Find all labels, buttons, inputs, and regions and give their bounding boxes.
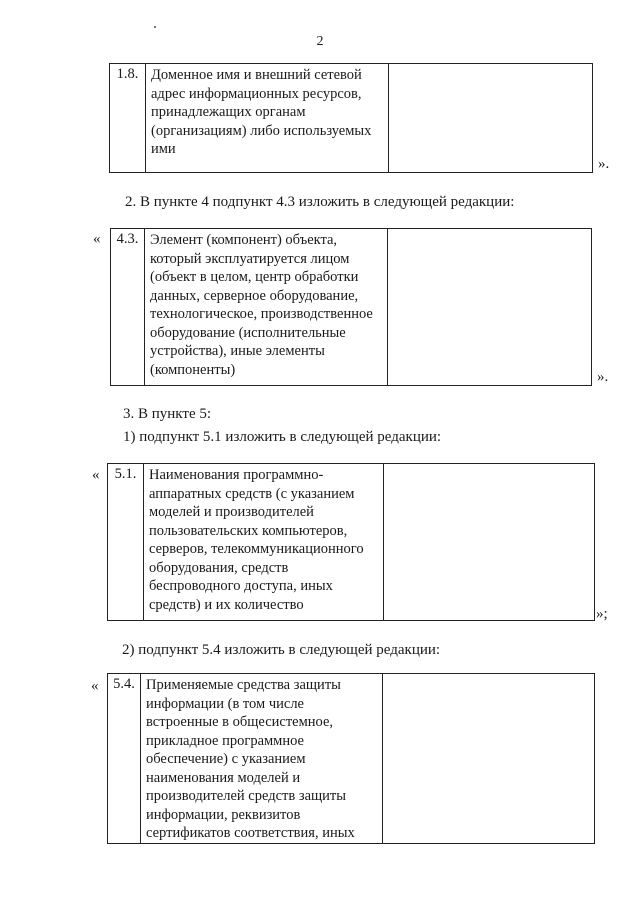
close-quote: ». [598, 156, 610, 172]
row-description: Наименования программно- аппаратных средств (с указанием моделей и производителей пользовательских компьютеров, серверов, телекоммуникационного оборудования, средств беспроводного доступа, иных средств) и их количество [144, 464, 384, 621]
table-row-5-1 [107, 463, 595, 621]
row-number: 5.4. [108, 674, 141, 844]
page-number: 2 [316, 34, 324, 49]
close-quote: »; [596, 606, 608, 622]
row-number: 1.8. [110, 64, 146, 173]
row-value-empty [389, 64, 593, 173]
row-description: Применяемые средства защиты информации (в том числе встроенные в общесистемное, прикладное программное обеспечение) с указанием наименования моделей и производителей средств защиты информации, реквизитов сертификатов соответствия, иных [141, 674, 383, 844]
sub-instruction-paragraph: 1) подпункт 5.1 изложить в следующей редакции: [123, 429, 442, 445]
scan-speck [154, 26, 156, 28]
row-value-empty [383, 674, 595, 844]
table-row-4-3 [110, 228, 592, 386]
instruction-paragraph: 2. В пункте 4 подпункт 4.3 изложить в следующей редакции: [125, 194, 515, 210]
row-number: 4.3. [111, 229, 145, 386]
row-description: Доменное имя и внешний сетевой адрес информационных ресурсов, принадлежащих органам (организациям) либо используемых ими [146, 64, 389, 173]
open-quote: « [93, 231, 101, 247]
instruction-paragraph: 2) подпункт 5.4 изложить в следующей редакции: [122, 642, 441, 658]
row-description: Элемент (компонент) объекта, который эксплуатируется лицом (объект в целом, центр обработки данных, серверное оборудование, технологическое, производственное оборудование (исполнительные устройства), иные элементы (компоненты) [145, 229, 388, 386]
table-row-1-8 [109, 63, 593, 173]
row-number: 5.1. [108, 464, 144, 621]
close-quote: ». [597, 369, 609, 385]
row-value-empty [388, 229, 592, 386]
open-quote: « [92, 467, 100, 483]
open-quote: « [91, 678, 99, 694]
table-row-5-4 [107, 673, 595, 844]
instruction-paragraph: 3. В пункте 5: [123, 406, 212, 422]
row-value-empty [384, 464, 595, 621]
